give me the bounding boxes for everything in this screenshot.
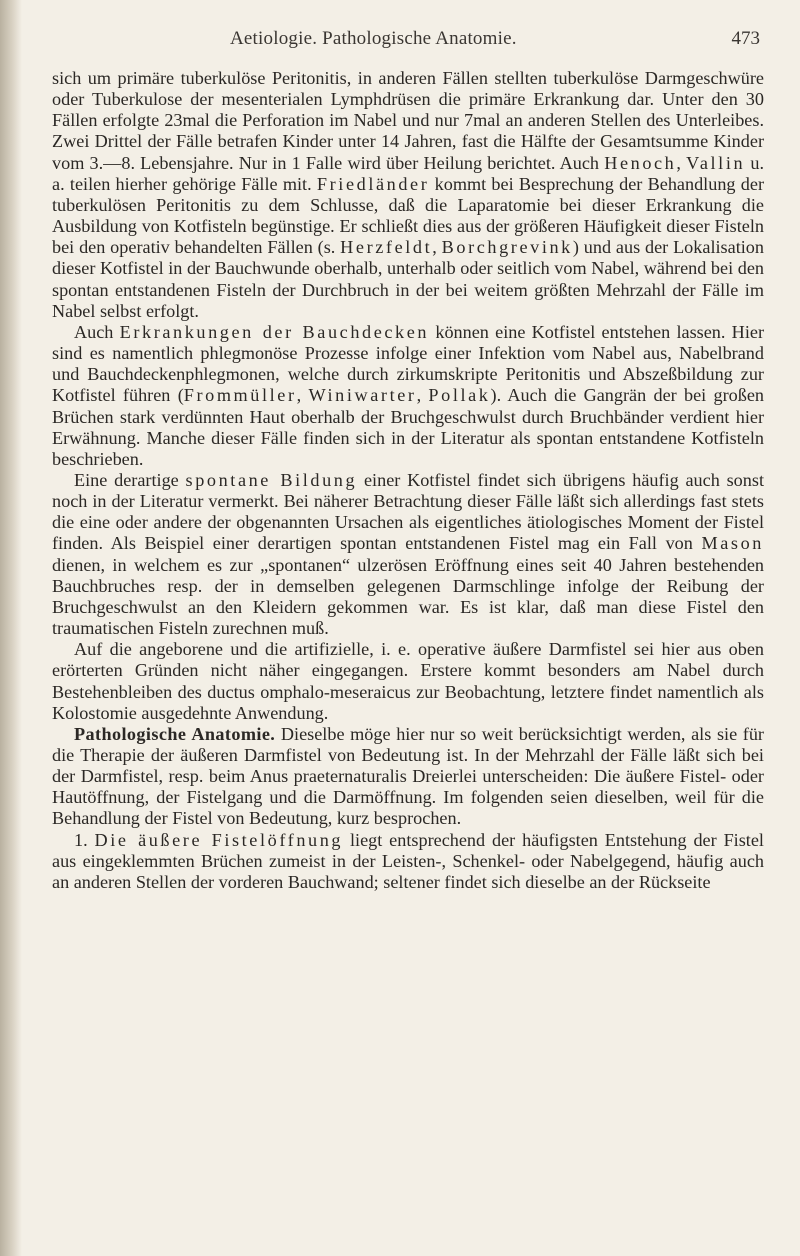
paragraph (52, 322, 764, 470)
paragraph (52, 68, 764, 322)
text-run: , (432, 237, 442, 258)
text-run: kommt bei Besprechung der Behandlung der tuberkulösen Peritonitis zu dem Schlusse, daß die Laparatomie bei dieser Erkrankung die Ausbildung von Kotfisteln begünstige. Er schließt dies aus der größeren Häufigkeit dieser Fisteln bei den operativ behandelten Fällen (s. (52, 173, 765, 258)
author-name: Herzfeldt (340, 237, 433, 258)
running-header (230, 28, 760, 54)
paragraph (52, 470, 764, 639)
text-run: u. a. teilen hierher gehörige Fälle mit. (52, 152, 765, 194)
page-binding-shadow (0, 0, 22, 1256)
text-run: , (416, 385, 429, 406)
emphasis-run: Die äußere Fistelöffnung (94, 829, 344, 850)
text-run: , (676, 152, 687, 173)
author-name: Mason (701, 533, 764, 554)
body-text (52, 68, 764, 893)
running-head-title: Aetiologie. Pathologische Anatomie. (230, 28, 517, 49)
text-run: ). Auch die Gangrän der bei großen Brüchen stark verdünnten Haut oberhalb der Bruchgeschwulst durch Bruchbänder verdient hier Erwähnung. Manche dieser Fälle finden sich in der Literatur als spontan entstandene Kotfisteln beschrieben. (52, 385, 765, 469)
author-name: Friedländer (316, 173, 430, 194)
text-run: , (296, 385, 309, 406)
text-run: ) und aus der Lokalisation dieser Kotfistel in der Bauchwunde oberhalb, unterhalb oder seitlich vom Nabel, während bei den spontan entstandenen Fisteln der Durchbruch in der bei weitem größten Mehrzahl der Fälle im Nabel selbst erfolgt. (52, 237, 764, 321)
author-name: Frommüller (183, 385, 297, 406)
paragraph (52, 639, 764, 724)
emphasis-run: spontane Bildung (185, 469, 358, 490)
text-run: 1. (74, 829, 95, 850)
text-run: dienen, in welchem es zur „spontanen“ ulzerösen Eröffnung eines seit 40 Jahren bestehenden Bauchbruches resp. der in demselben gelegenen Darmschlinge infolge der Reibung der Bruchgeschwulst an den Kleidern gekommen war. Es ist klar, daß man diese Fistel den traumatischen Fisteln zurechnen muß. (52, 554, 764, 639)
text-run: Eine derartige (74, 469, 186, 490)
paragraph (52, 724, 764, 830)
emphasis-run: Erkrankungen der Bauchdecken (119, 321, 430, 342)
text-run: einer Kotfistel findet sich übrigens häufig auch sonst noch in der Literatur vermerkt. Bei näherer Betrachtung dieser Fälle läßt sich allerdings fast stets die eine oder andere der obgenannten Ursachen als eigentliches ätiologisches Moment der Fistel finden. Als Beispiel einer derartigen spontan entstandenen Fistel mag ein Fall von (52, 469, 764, 554)
text-run: sich um primäre tuberkulöse Peritonitis, in anderen Fällen stellten tuberkulöse Darmgeschwüre oder Tuberkulose der mesenterialen Lymphdrüsen die primäre Erkrankung dar. Unter den 30 Fällen erfolgte 23mal die Perforation im Nabel und nur 7mal an anderen Stellen des Unterleibes. Zwei Drittel der Fälle betrafen Kinder unter 14 Jahren, fast die Hälfte der Gesamtsumme Kinder vom 3.—8. Lebensjahre. Nur in 1 Falle wird über Heilung berichtet. Auch (52, 68, 764, 173)
text-run: können eine Kotfistel entstehen lassen. Hier sind es namentlich phlegmonöse Prozesse infolge einer Infektion vom Nabel aus, Nabelbrand und Bauchdeckenphlegmonen, welche durch zirkumskripte Peritonitis und Abszeßbildung zur Kotfistel führen ( (52, 321, 764, 406)
text-run: Auch (74, 321, 120, 342)
author-name: Henoch (604, 152, 677, 173)
page-number: 473 (731, 28, 760, 49)
text-run: Auf die angeborene und die artifizielle, i. e. operative äußere Darmfistel sei hier aus oben erörterten Gründen nicht näher eingegangen. Erstere kommt besonders am Nabel durch Bestehenbleiben des ductus omphalo-meseraicus zur Beobachtung, letztere findet namentlich als Kolostomie ausgedehnte Anwendung. (52, 639, 764, 723)
author-name: Winiwarter (308, 385, 417, 406)
text-run: liegt entsprechend der häufigsten Entstehung der Fistel aus eingeklemmten Brüchen zumeist in der Leisten-, Schenkel- oder Nabelgegend, häufig auch an anderen Stellen der vorderen Bauchwand; seltener findet sich dieselbe an der Rückseite (52, 829, 764, 892)
section-heading: Pathologische Anatomie. (74, 723, 276, 744)
text-run: Dieselbe möge hier nur so weit berücksichtigt werden, als sie für die Therapie der äußeren Darmfistel von Bedeutung ist. In der Mehrzahl der Fälle läßt sich bei der Darmfistel, resp. beim Anus praeternaturalis Dreierlei unterscheiden: Die äußere Fistel- oder Hautöffnung, der Fistelgang und die Darmöffnung. Im folgenden seien dieselben, weil für die Behandlung der Fistel von Bedeutung, kurz besprochen. (52, 723, 764, 829)
author-name: Borchgrevink (441, 237, 573, 258)
paragraph (52, 830, 764, 893)
author-name: Pollak (428, 385, 491, 406)
author-name: Vallin (686, 152, 746, 173)
